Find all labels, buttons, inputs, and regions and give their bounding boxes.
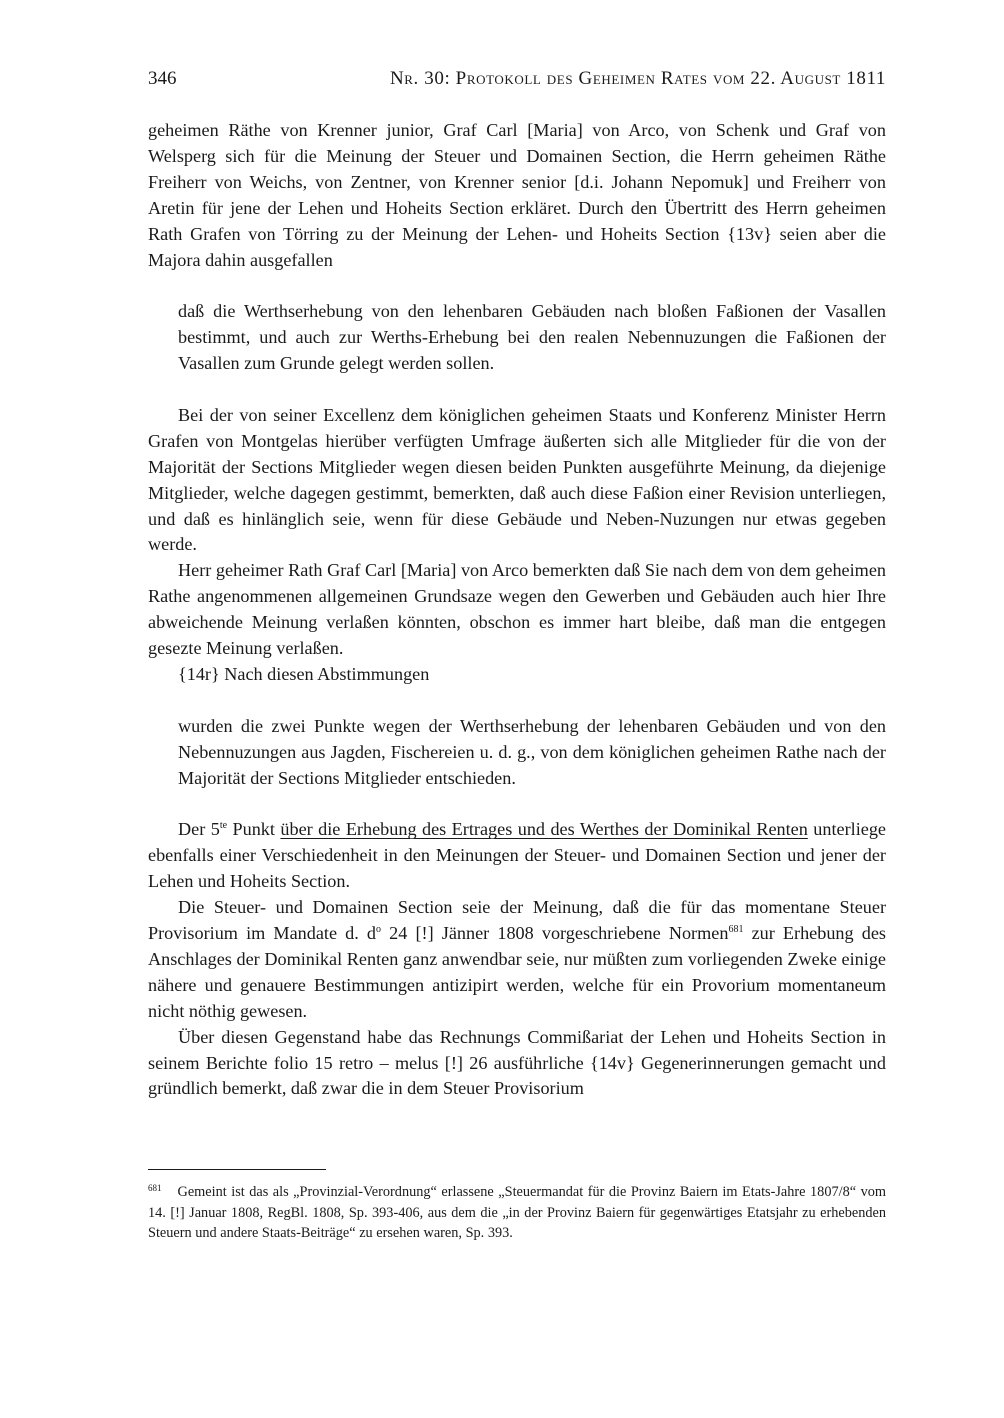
footnote-reference[interactable]: 681 — [728, 924, 744, 936]
page-header — [148, 62, 886, 92]
resolution-block: daß die Werthserhebung von den lehenbaren Gebäuden nach bloßen Faßionen der Vasallen bestimmt, und auch zur Werths-Erhebung bei den realen Nebennuzungen die Faßionen der Vasallen zum Grunde gelegt werden sollen. — [178, 301, 886, 374]
superscript: o — [376, 924, 382, 936]
footnote-text: Gemeint ist das als „Provinzial-Verordnung“ erlassene „Steuermandat für die Provinz Baiern im Etats-Jahre 1807/8“ vom 14. [!] Januar 1808, RegBl. 1808, Sp. 393-406, aus dem die „in der Provinz Baiern für gegenwärtiges Etatsjahr zu erhebenden Steuern und andere Staats-Beiträge“ zu ersehen waren, Sp. 393. — [148, 1184, 886, 1241]
paragraph — [148, 817, 886, 895]
paragraph — [148, 895, 886, 1025]
footnote-number: 681 — [148, 1183, 162, 1193]
running-head: Nr. 30: Protokoll des Geheimen Rates vom 22. August 1811 — [389, 68, 886, 89]
text-run: zur Erhebung des Anschlages der Dominikal Renten ganz anwendbar seie, nur müßten zum vorliegenden Zweke einige nähere und genauere Bestimmungen antizipirt werden, welche für ein Provorium momentaneum nicht nöthig gewesen. — [148, 923, 886, 1021]
paragraph: Bei der von seiner Excellenz dem königlichen geheimen Staats und Konferenz Minister Herrn Grafen von Montgelas hierüber verfügten Umfrage äußerten sich alle Mitglieder für die von der Majorität der Sections Mitglieder wegen diesen beiden Punkten ausgeführte Meinung, da diejenige Mitglieder, welche dagegen gestimmt, bemerkten, daß auch diese Faßion einer Revision unterliegen, und daß es hinlänglich seie, wenn für diese Gebäude und Neben-Nuzungen nur etwas gegeben werde. — [148, 404, 886, 555]
text-run: 24 [!] Jänner 1808 vorgeschriebene Normen — [381, 923, 729, 944]
paragraph: {14r} Nach diesen Abstimmungen — [178, 664, 430, 684]
footnote-paragraph — [148, 1182, 886, 1244]
text-run: unterliege ebenfalls einer Verschiedenheit in den Meinungen der Steuer- und Domainen Section und jener der Lehen und Hoheits Section. — [148, 819, 887, 892]
footnote-rule — [148, 1169, 326, 1170]
paragraph: geheimen Räthe von Krenner junior, Graf Carl [Maria] von Arco, von Schenk und Graf von Welsperg sich für die Meinung der Steuer und Domainen Section, die Herrn geheimen Räthe Freiherr von Weichs, von Zentner, von Krenner senior [d.i. Johann Nepomuk] und Freiherr von Aretin für jene der Lehen und Hoheits Section erkläret. Durch den Übertritt des Herrn geheimen Rath Grafen von Törring zu der Meinung der Lehen- und Hoheits Section {13v} seien aber die Majora dahin ausgefallen — [148, 120, 886, 270]
paragraph: Herr geheimer Rath Graf Carl [Maria] von Arco bemerkten daß Sie nach dem von dem geheimen Rathe angenommenen allgemeinen Grundsaze wegen den Gewerben und Gebäuden auch hier Ihre abweichende Meinung verlaßen könnten, obschon es immer hart bleibe, daß man die entgegen gesezte Meinung verlaßen. — [148, 560, 886, 659]
paragraph: Über diesen Gegenstand habe das Rechnungs Commißariat der Lehen und Hoheits Section in seinem Berichte folio 15 retro – melus [!] 26 ausführliche {14v} Gegenerinnerungen gemacht und gründlich bemerkt, daß zwar die in dem Steuer Provisorium — [148, 1026, 886, 1099]
superscript: te — [219, 820, 228, 832]
text-run: Punkt — [227, 819, 281, 840]
document-page — [148, 62, 887, 1241]
text-run: Die Steuer- und Domainen Section seie der Meinung, daß die für das momentane Steuer Provisorium im Mandate d. d — [148, 897, 886, 944]
page-number: 346 — [148, 68, 177, 89]
footnote — [148, 1182, 886, 1244]
underlined-topic: über die Erhebung des Ertrages und des Werthes der Dominikal Renten — [280, 819, 808, 840]
resolution-block: wurden die zwei Punkte wegen der Werthserhebung der lehenbaren Gebäuden und von den Nebennuzungen aus Jagden, Fischereien u. d. g., von dem königlichen geheimen Rathe nach der Majorität der Sections Mitglieder entschieden. — [178, 715, 886, 788]
text-run: Der 5 — [178, 819, 220, 840]
body-text — [148, 118, 886, 1102]
